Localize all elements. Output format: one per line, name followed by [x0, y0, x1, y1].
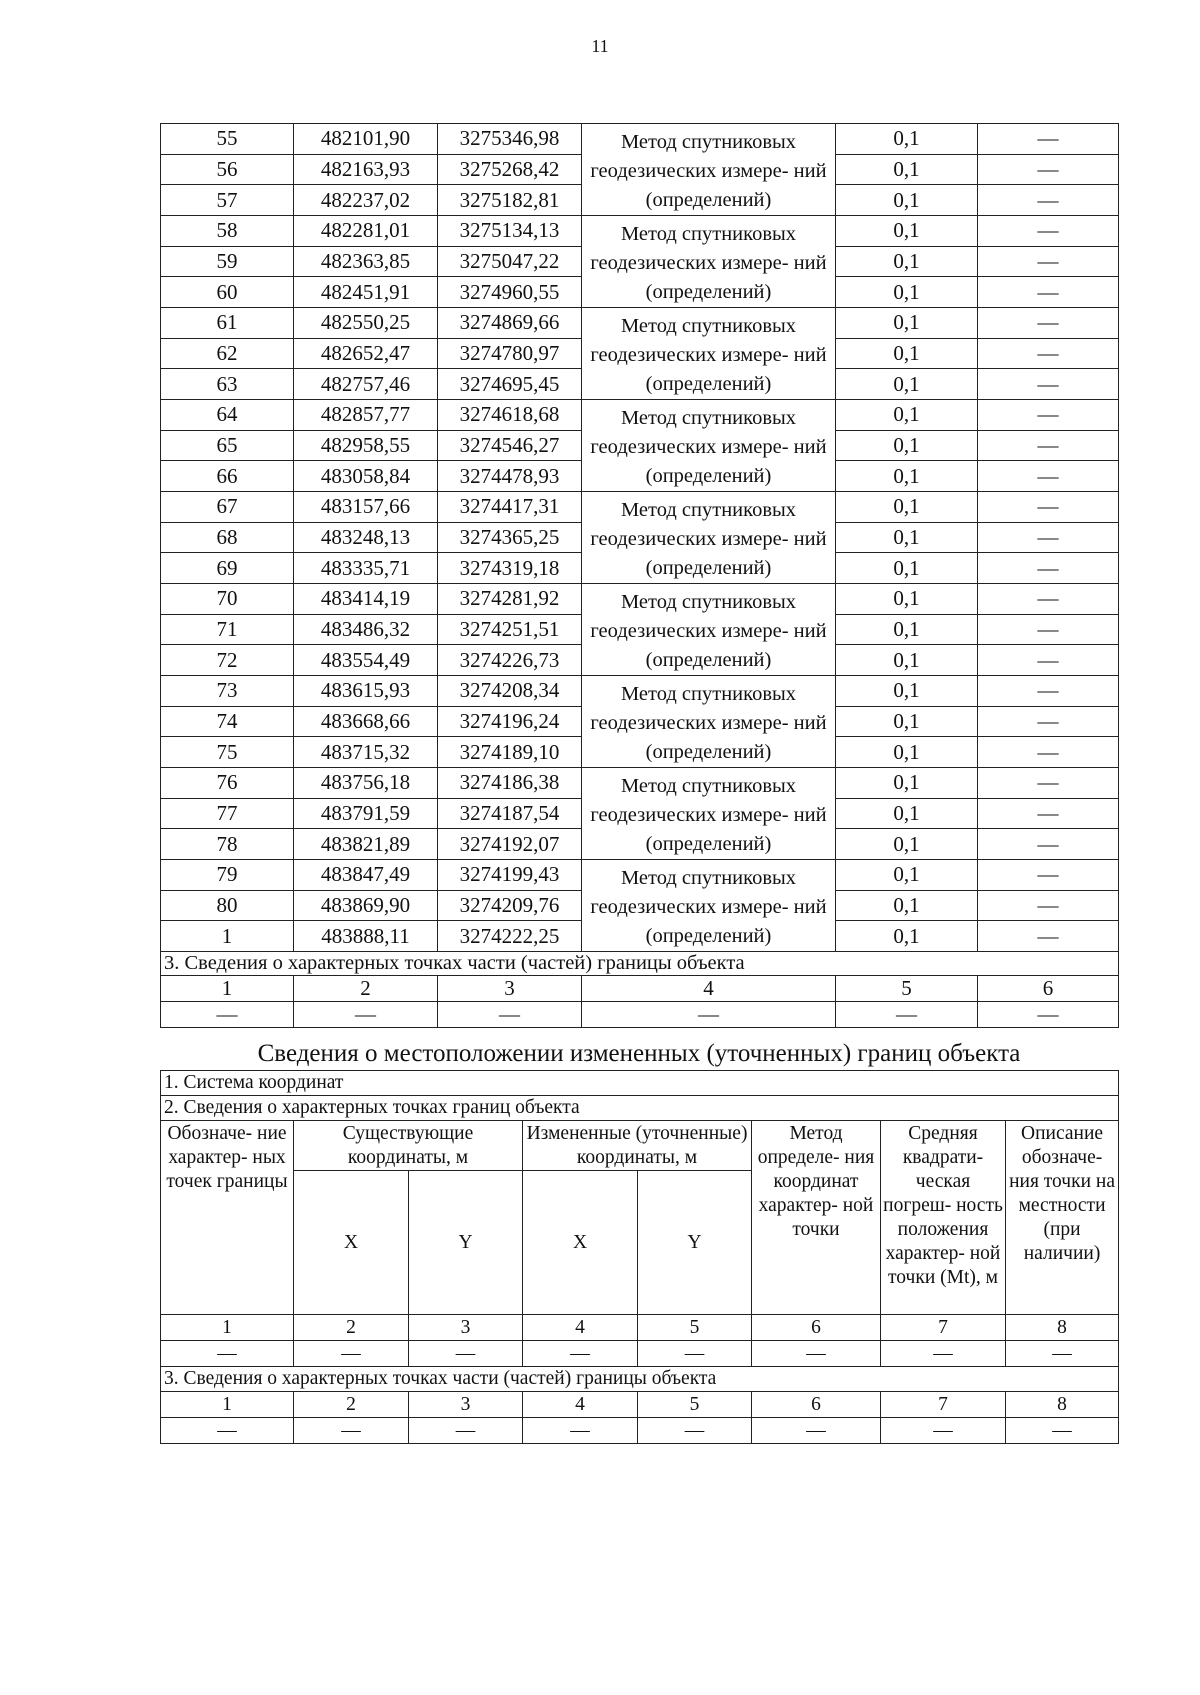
coord-x: 483248,13	[294, 522, 438, 553]
mean-error-cell: 0,1	[836, 246, 978, 277]
coord-x: 483847,49	[294, 860, 438, 891]
point-number: 57	[161, 185, 294, 216]
mean-error-cell: 0,1	[836, 461, 978, 492]
column-number: 3	[409, 1392, 523, 1418]
point-number: 66	[161, 461, 294, 492]
point-number: 55	[161, 124, 294, 155]
column-number: 5	[836, 976, 978, 1002]
coord-y: 3274196,24	[438, 706, 582, 737]
mean-error-cell: 0,1	[836, 768, 978, 799]
mean-error-cell: 0,1	[836, 338, 978, 369]
header-changed-coords: Измененные (уточненные) координаты, м	[523, 1121, 752, 1171]
table-row	[161, 584, 1119, 615]
coord-x: 483869,90	[294, 890, 438, 921]
coord-x: 483821,89	[294, 829, 438, 860]
coord-x: 483335,71	[294, 553, 438, 584]
coord-x: 482163,93	[294, 154, 438, 185]
method-cell: Метод спутниковых геодезических измере- ний (определений)	[582, 584, 836, 676]
table-row	[161, 308, 1119, 339]
point-number: 60	[161, 277, 294, 308]
mean-error-cell: 0,1	[836, 553, 978, 584]
point-number: 63	[161, 369, 294, 400]
coord-y: 3274869,66	[438, 308, 582, 339]
column-number: 6	[752, 1315, 881, 1341]
point-number: 62	[161, 338, 294, 369]
method-cell: Метод спутниковых геодезических измере- ний (определений)	[582, 216, 836, 308]
empty-cell: —	[409, 1341, 523, 1367]
description-cell: —	[978, 553, 1119, 584]
column-number: 7	[881, 1392, 1006, 1418]
empty-cell: —	[294, 1002, 438, 1028]
empty-cell: —	[752, 1341, 881, 1367]
coord-x: 483414,19	[294, 584, 438, 615]
table-row	[161, 400, 1119, 431]
column-number: 4	[582, 976, 836, 1002]
point-number: 58	[161, 216, 294, 247]
column-number: 3	[438, 976, 582, 1002]
mean-error-cell: 0,1	[836, 890, 978, 921]
coord-x: 482451,91	[294, 277, 438, 308]
method-cell: Метод спутниковых геодезических измере- ний (определений)	[582, 768, 836, 860]
description-cell: —	[978, 890, 1119, 921]
coord-x: 482281,01	[294, 216, 438, 247]
description-cell: —	[978, 430, 1119, 461]
coord-x: 483756,18	[294, 768, 438, 799]
mean-error-cell: 0,1	[836, 216, 978, 247]
coord-x: 482101,90	[294, 124, 438, 155]
header-mean-error: Средняя квадрати- ческая погреш- ность положения характер- ной точки (Mt), м	[881, 1121, 1006, 1315]
point-number: 76	[161, 768, 294, 799]
description-cell: —	[978, 246, 1119, 277]
section-2-title: 2. Сведения о характерных точках границ объекта	[161, 1096, 1119, 1121]
column-number: 8	[1006, 1315, 1119, 1341]
coord-x: 483058,84	[294, 461, 438, 492]
point-number: 80	[161, 890, 294, 921]
boundary-points-table	[160, 123, 1119, 1028]
empty-cell: —	[752, 1418, 881, 1444]
section-3-title: 3. Сведения о характерных точках части (частей) границы объекта	[161, 1367, 1119, 1392]
mean-error-cell: 0,1	[836, 921, 978, 952]
empty-cell: —	[1006, 1418, 1119, 1444]
description-cell: —	[978, 645, 1119, 676]
table-row	[161, 676, 1119, 707]
column-number: 2	[294, 976, 438, 1002]
empty-cell: —	[409, 1418, 523, 1444]
description-cell: —	[978, 798, 1119, 829]
coord-y: 3274251,51	[438, 614, 582, 645]
coord-y: 3274618,68	[438, 400, 582, 431]
coord-y: 3275268,42	[438, 154, 582, 185]
coord-x: 483668,66	[294, 706, 438, 737]
coord-y: 3274417,31	[438, 492, 582, 523]
empty-cell: —	[438, 1002, 582, 1028]
coord-x: 483791,59	[294, 798, 438, 829]
mean-error-cell: 0,1	[836, 369, 978, 400]
coord-y: 3274209,76	[438, 890, 582, 921]
coord-y: 3274546,27	[438, 430, 582, 461]
empty-cell: —	[638, 1341, 752, 1367]
empty-cell: —	[523, 1341, 638, 1367]
mean-error-cell: 0,1	[836, 522, 978, 553]
mean-error-cell: 0,1	[836, 154, 978, 185]
column-number: 6	[978, 976, 1119, 1002]
column-number: 8	[1006, 1392, 1119, 1418]
mean-error-cell: 0,1	[836, 614, 978, 645]
header-method: Метод определе- ния координат характер- ной точки	[752, 1121, 881, 1315]
empty-cell: —	[1006, 1341, 1119, 1367]
description-cell: —	[978, 124, 1119, 155]
changed-boundaries-title: Сведения о местоположении измененных (уточненных) границ объекта	[257, 1040, 1021, 1067]
mean-error-cell: 0,1	[836, 645, 978, 676]
coord-x: 482550,25	[294, 308, 438, 339]
description-cell: —	[978, 154, 1119, 185]
header-description: Описание обозначе- ния точки на местности (при наличии)	[1006, 1121, 1119, 1315]
empty-cell: —	[638, 1418, 752, 1444]
coord-x: 482857,77	[294, 400, 438, 431]
point-number: 75	[161, 737, 294, 768]
mean-error-cell: 0,1	[836, 185, 978, 216]
description-cell: —	[978, 308, 1119, 339]
column-number: 4	[523, 1392, 638, 1418]
point-number: 73	[161, 676, 294, 707]
column-number: 2	[294, 1315, 409, 1341]
table-row	[161, 216, 1119, 247]
header-changed-y: Y	[638, 1171, 752, 1315]
point-number: 68	[161, 522, 294, 553]
mean-error-cell: 0,1	[836, 584, 978, 615]
point-number: 65	[161, 430, 294, 461]
coord-x: 483554,49	[294, 645, 438, 676]
table-row	[161, 124, 1119, 155]
point-number: 59	[161, 246, 294, 277]
column-number: 6	[752, 1392, 881, 1418]
table-row	[161, 860, 1119, 891]
description-cell: —	[978, 338, 1119, 369]
coord-x: 483157,66	[294, 492, 438, 523]
empty-cell: —	[881, 1418, 1006, 1444]
coord-y: 3274319,18	[438, 553, 582, 584]
mean-error-cell: 0,1	[836, 676, 978, 707]
description-cell: —	[978, 860, 1119, 891]
description-cell: —	[978, 614, 1119, 645]
coord-y: 3274187,54	[438, 798, 582, 829]
description-cell: —	[978, 400, 1119, 431]
coord-y: 3274192,07	[438, 829, 582, 860]
coord-x: 482958,55	[294, 430, 438, 461]
mean-error-cell: 0,1	[836, 400, 978, 431]
coord-x: 483615,93	[294, 676, 438, 707]
coord-x: 482652,47	[294, 338, 438, 369]
method-cell: Метод спутниковых геодезических измере- ний (определений)	[582, 860, 836, 952]
header-changed-x: X	[523, 1171, 638, 1315]
description-cell: —	[978, 829, 1119, 860]
description-cell: —	[978, 737, 1119, 768]
mean-error-cell: 0,1	[836, 737, 978, 768]
coord-y: 3274281,92	[438, 584, 582, 615]
description-cell: —	[978, 768, 1119, 799]
coord-y: 3274199,43	[438, 860, 582, 891]
point-number: 74	[161, 706, 294, 737]
column-number: 7	[881, 1315, 1006, 1341]
header-designation: Обозначе- ние характер- ных точек границы	[161, 1121, 294, 1315]
coord-y: 3274780,97	[438, 338, 582, 369]
description-cell: —	[978, 676, 1119, 707]
column-number: 5	[638, 1392, 752, 1418]
empty-cell: —	[294, 1418, 409, 1444]
description-cell: —	[978, 522, 1119, 553]
coord-y: 3275047,22	[438, 246, 582, 277]
empty-cell: —	[523, 1418, 638, 1444]
column-number: 4	[523, 1315, 638, 1341]
page-number: 11	[591, 36, 609, 56]
description-cell: —	[978, 706, 1119, 737]
empty-cell: —	[978, 1002, 1119, 1028]
coord-x: 483715,32	[294, 737, 438, 768]
coord-x: 482237,02	[294, 185, 438, 216]
empty-cell: —	[161, 1002, 294, 1028]
column-number: 1	[161, 976, 294, 1002]
coord-y: 3274365,25	[438, 522, 582, 553]
coord-x: 483486,32	[294, 614, 438, 645]
coord-x: 483888,11	[294, 921, 438, 952]
table-row	[161, 492, 1119, 523]
column-number: 2	[294, 1392, 409, 1418]
empty-cell: —	[881, 1341, 1006, 1367]
point-number: 67	[161, 492, 294, 523]
mean-error-cell: 0,1	[836, 308, 978, 339]
description-cell: —	[978, 461, 1119, 492]
coord-y: 3275134,13	[438, 216, 582, 247]
point-number: 70	[161, 584, 294, 615]
point-number: 72	[161, 645, 294, 676]
method-cell: Метод спутниковых геодезических измере- ний (определений)	[582, 676, 836, 768]
point-number: 71	[161, 614, 294, 645]
coord-y: 3275182,81	[438, 185, 582, 216]
point-number: 79	[161, 860, 294, 891]
coord-y: 3274222,25	[438, 921, 582, 952]
changed-boundaries-table	[160, 1070, 1119, 1444]
point-number: 78	[161, 829, 294, 860]
method-cell: Метод спутниковых геодезических измере- ний (определений)	[582, 124, 836, 216]
point-number: 56	[161, 154, 294, 185]
point-number: 61	[161, 308, 294, 339]
coord-y: 3274189,10	[438, 737, 582, 768]
mean-error-cell: 0,1	[836, 706, 978, 737]
point-number: 64	[161, 400, 294, 431]
coord-y: 3275346,98	[438, 124, 582, 155]
point-number: 1	[161, 921, 294, 952]
table-row	[161, 768, 1119, 799]
coord-y: 3274960,55	[438, 277, 582, 308]
description-cell: —	[978, 492, 1119, 523]
description-cell: —	[978, 921, 1119, 952]
description-cell: —	[978, 584, 1119, 615]
method-cell: Метод спутниковых геодезических измере- ний (определений)	[582, 492, 836, 584]
description-cell: —	[978, 185, 1119, 216]
mean-error-cell: 0,1	[836, 277, 978, 308]
method-cell: Метод спутниковых геодезических измере- ний (определений)	[582, 400, 836, 492]
coord-x: 482363,85	[294, 246, 438, 277]
header-existing-coords: Существующие координаты, м	[294, 1121, 523, 1171]
header-existing-x: X	[294, 1171, 409, 1315]
column-number: 1	[161, 1392, 294, 1418]
mean-error-cell: 0,1	[836, 798, 978, 829]
empty-cell: —	[161, 1341, 294, 1367]
mean-error-cell: 0,1	[836, 829, 978, 860]
coord-y: 3274186,38	[438, 768, 582, 799]
column-number: 3	[409, 1315, 523, 1341]
coord-y: 3274208,34	[438, 676, 582, 707]
column-number: 1	[161, 1315, 294, 1341]
mean-error-cell: 0,1	[836, 492, 978, 523]
column-number: 5	[638, 1315, 752, 1341]
mean-error-cell: 0,1	[836, 124, 978, 155]
section-3-title: 3. Сведения о характерных точках части (частей) границы объекта	[161, 952, 1119, 976]
empty-cell: —	[582, 1002, 836, 1028]
description-cell: —	[978, 216, 1119, 247]
method-cell: Метод спутниковых геодезических измере- ний (определений)	[582, 308, 836, 400]
mean-error-cell: 0,1	[836, 430, 978, 461]
description-cell: —	[978, 277, 1119, 308]
point-number: 77	[161, 798, 294, 829]
coord-y: 3274478,93	[438, 461, 582, 492]
coord-y: 3274695,45	[438, 369, 582, 400]
point-number: 69	[161, 553, 294, 584]
empty-cell: —	[161, 1418, 294, 1444]
coord-y: 3274226,73	[438, 645, 582, 676]
mean-error-cell: 0,1	[836, 860, 978, 891]
header-existing-y: Y	[409, 1171, 523, 1315]
section-1-title: 1. Система координат	[161, 1071, 1119, 1096]
empty-cell: —	[294, 1341, 409, 1367]
description-cell: —	[978, 369, 1119, 400]
coord-x: 482757,46	[294, 369, 438, 400]
empty-cell: —	[836, 1002, 978, 1028]
